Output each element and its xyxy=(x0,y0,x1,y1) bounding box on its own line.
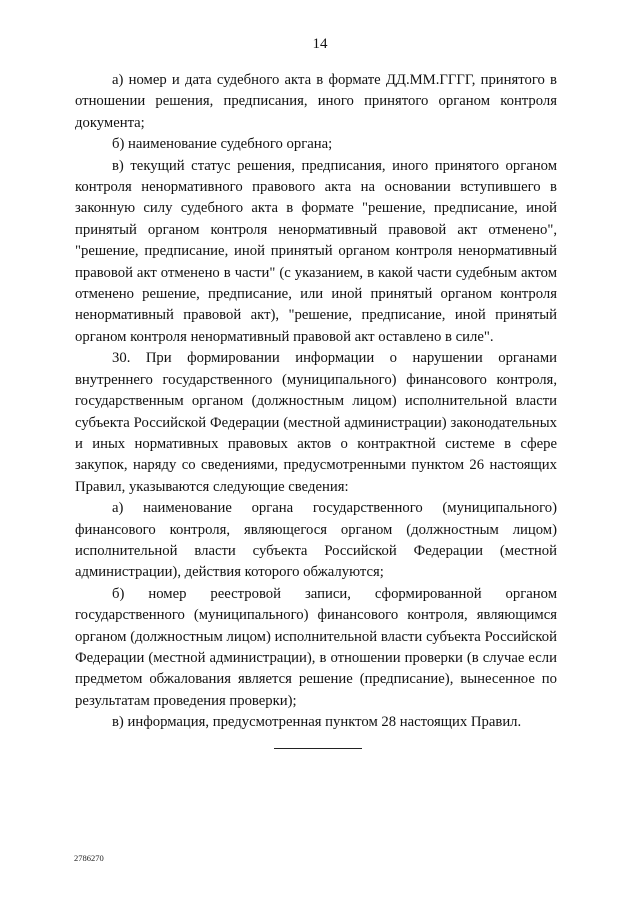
end-of-text-divider xyxy=(274,748,362,749)
document-body xyxy=(75,70,557,734)
paragraph-b-court-name: б) наименование судебного органа; xyxy=(112,136,333,153)
paragraph-a-court-act-number-date: а) номер и дата судебного акта в формате ДД.ММ.ГГГГ, принятого в отношении решения, предписания, иного принятого органом контроля документа; xyxy=(75,72,557,131)
paragraph-v-information-item-28: в) информация, предусмотренная пунктом 28 настоящих Правил. xyxy=(112,714,522,731)
paragraph-v-current-status: в) текущий статус решения, предписания, иного принятого органом контроля ненормативного правового акта на основании вступившего в законную силу судебного акта в формате "решение, предписание, иной принятый органом контроля ненормативный правовой акт отменено", "решение, предписание, иной принятый органом контроля ненормативный правовой акт отменено в части" (с указанием, в какой части судебным актом отменено решение, предписание, или иной принятый органом контроля ненормативный правовой акт), "решение, предписание, иной принятый органом контроля ненормативный правовой акт оставлено в силе". xyxy=(75,157,557,345)
paragraph-a-control-body-name: а) наименование органа государственного (муниципального) финансового контроля, являющегося органом (должностным лицом) исполнительной власти субъекта Российской Федерации (местной администрации), действия которого обжалуются; xyxy=(75,500,557,581)
paragraph-b-registry-record-number: б) номер реестровой записи, сформированной органом государственного (муниципального) финансового контроля, являющимся органом (должностным лицом) исполнительной власти субъекта Российской Федерации (местной администрации), в отношении проверки (в случае если предметом обжалования является решение (предписание), вынесенное по результатам проведения проверки); xyxy=(75,585,557,709)
page-number: 14 xyxy=(312,36,328,52)
document-id: 2786270 xyxy=(74,853,104,863)
paragraph-30-violation-info: 30. При формировании информации о нарушении органами внутреннего государственного (муниципального) финансового контроля, государственным органом (должностным лицом) исполнительной власти субъекта Российской Федерации (местной администрации) законодательных и иных нормативных правовых актов о контрактной системе в сфере закупок, наряду со сведениями, предусмотренными пунктом 26 настоящих Правил, указываются следующие сведения: xyxy=(75,350,557,495)
